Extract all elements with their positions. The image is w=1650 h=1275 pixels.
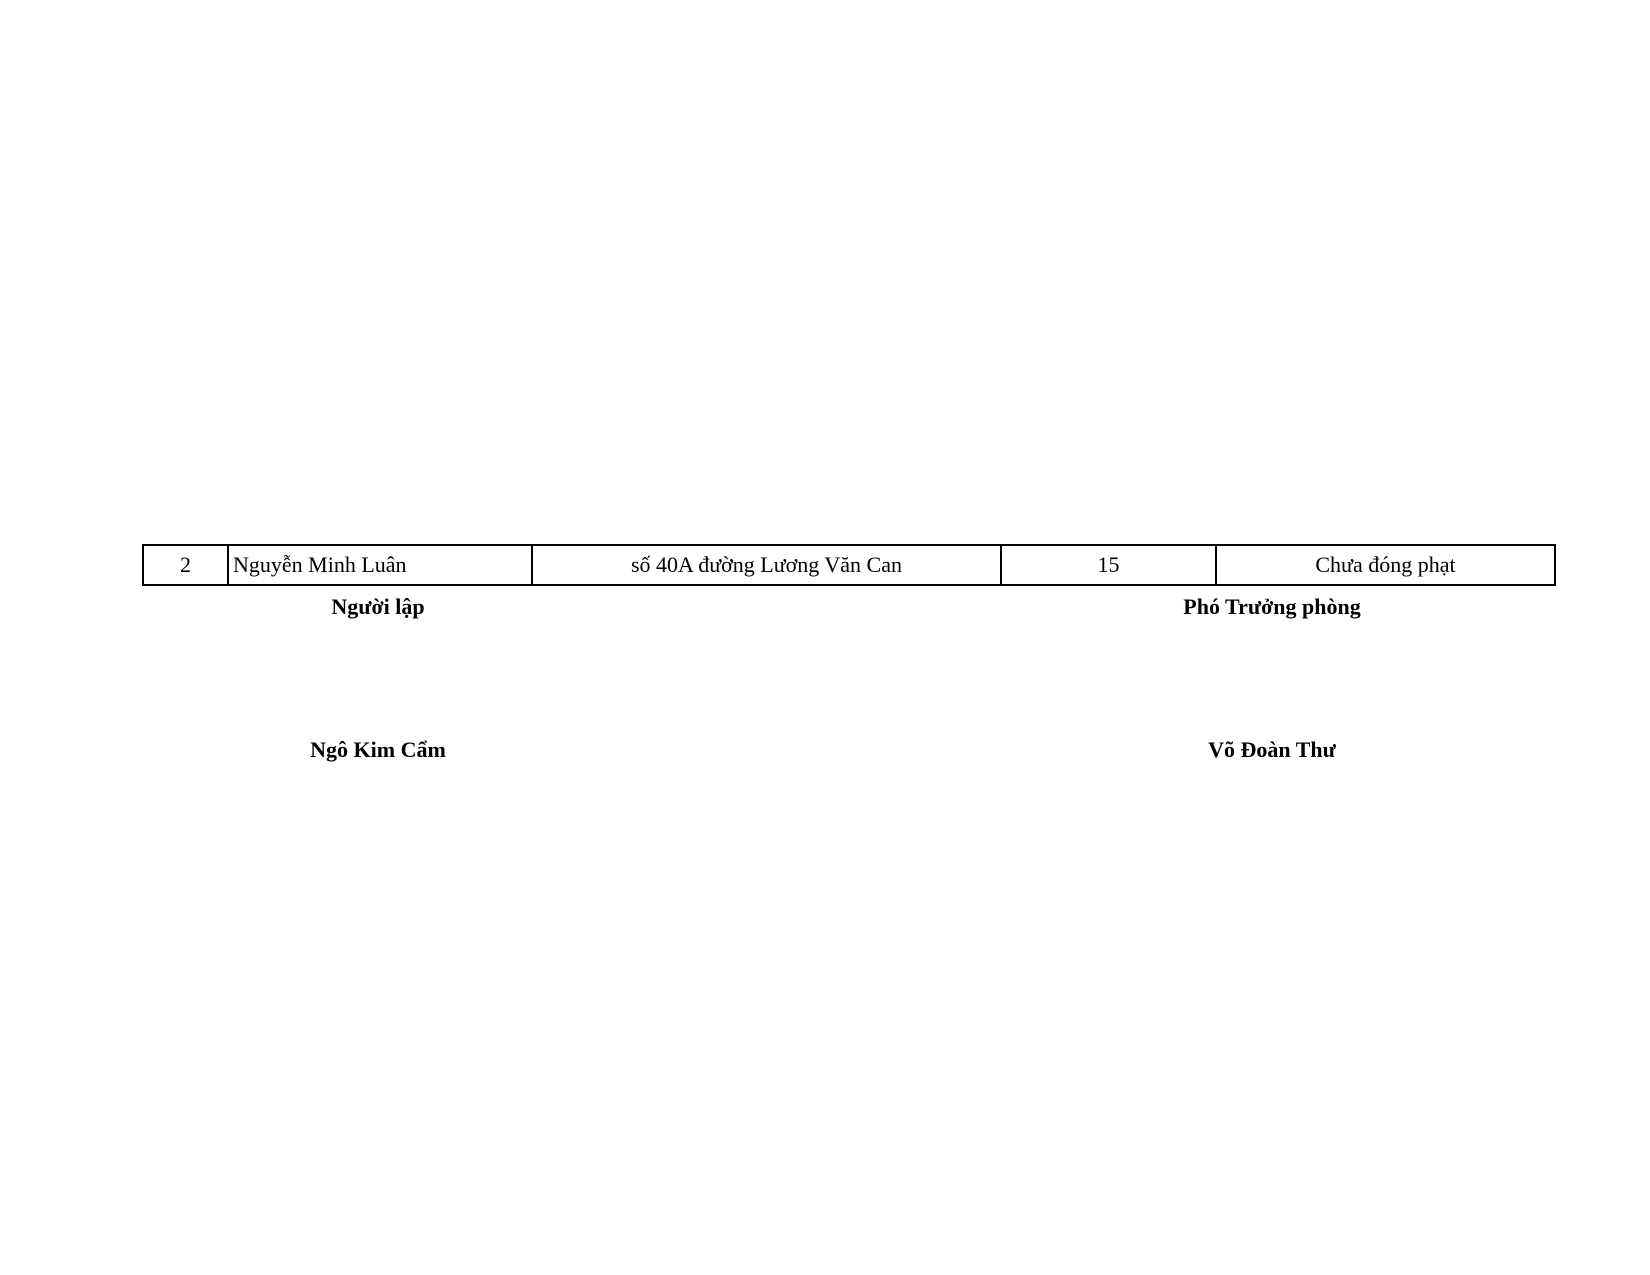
deputy-head-name: Võ Đoàn Thư — [1208, 737, 1336, 762]
table-row — [143, 545, 1555, 585]
preparer-name: Ngô Kim Cẩm — [310, 737, 446, 762]
person-name-cell: Nguyễn Minh Luân — [228, 545, 532, 585]
record-table — [142, 544, 1556, 586]
row-number-cell: 2 — [143, 545, 228, 585]
preparer-title: Người lập — [331, 594, 425, 619]
deputy-head-title: Phó Trưởng phòng — [1183, 594, 1361, 619]
status-cell: Chưa đóng phạt — [1216, 545, 1555, 585]
count-cell: 15 — [1001, 545, 1216, 585]
address-cell: số 40A đường Lương Văn Can — [532, 545, 1001, 585]
